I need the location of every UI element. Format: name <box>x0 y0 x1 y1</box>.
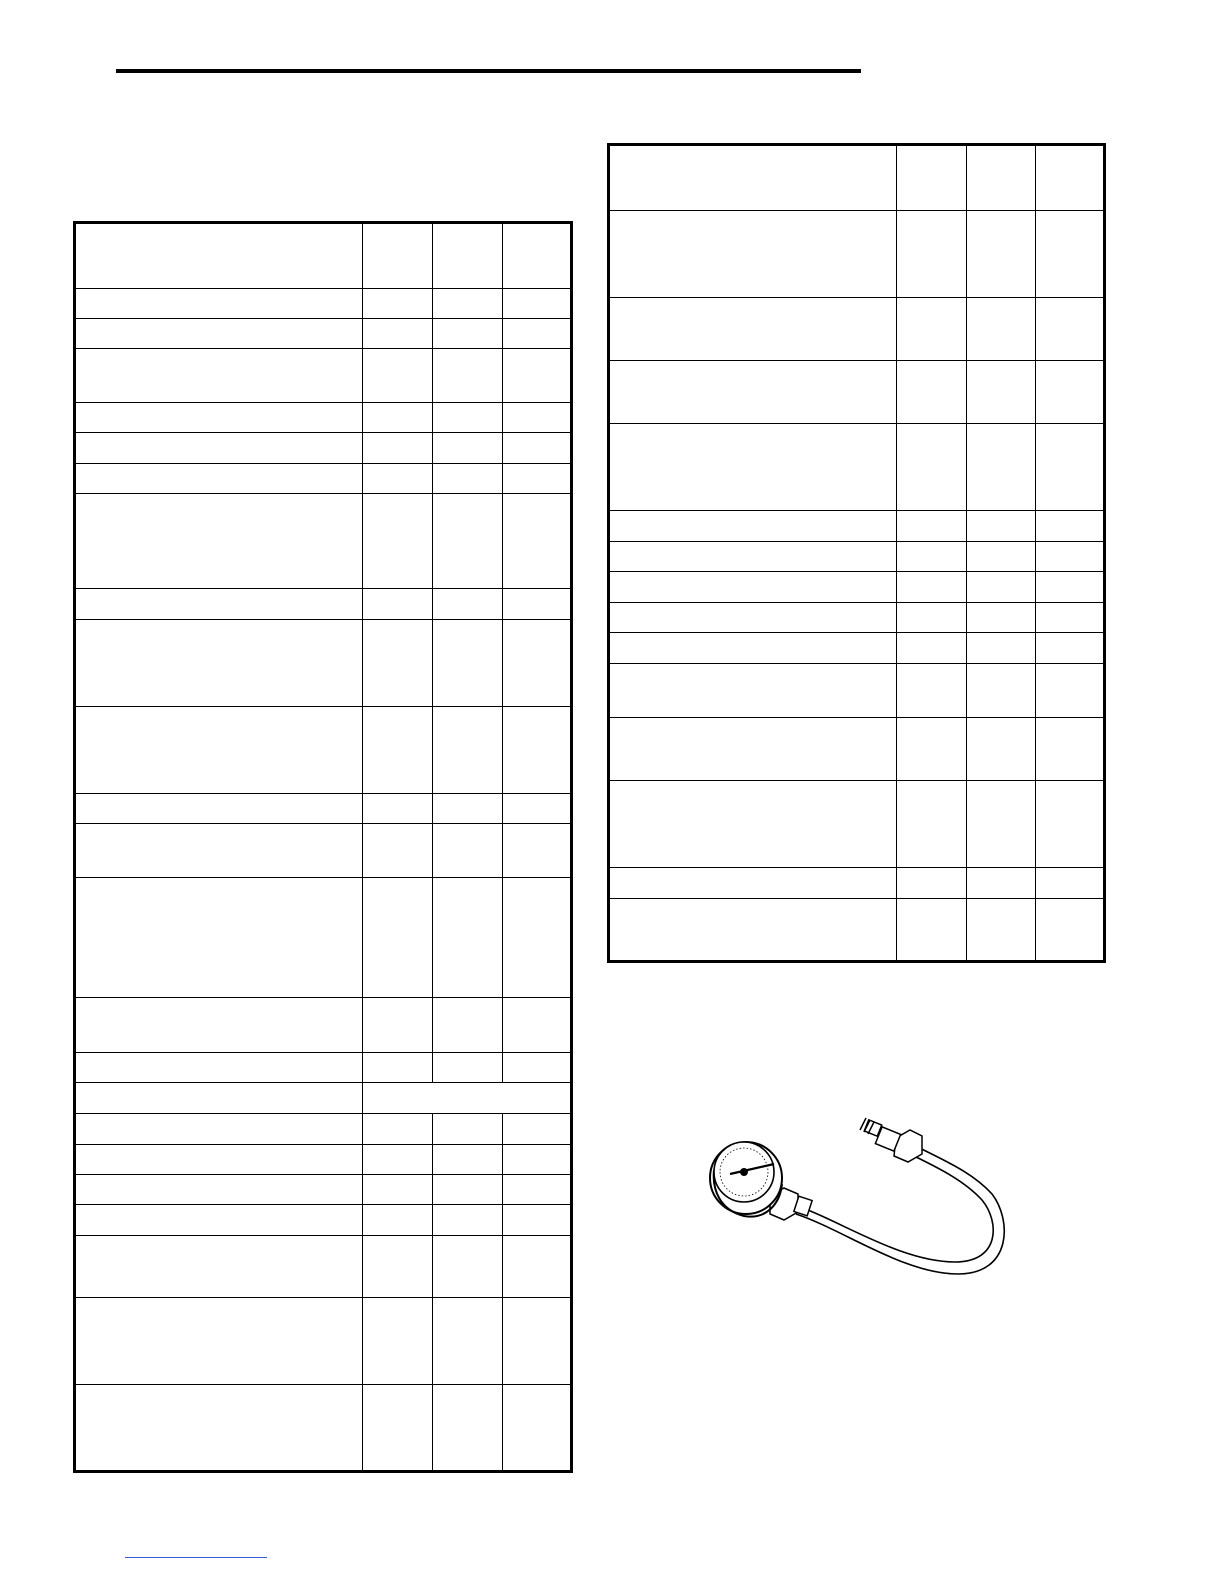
table-row <box>75 464 572 494</box>
table-cell <box>967 572 1036 603</box>
table-row <box>75 1236 572 1298</box>
table-cell <box>75 223 363 289</box>
quick-connect-fitting <box>860 1118 922 1162</box>
table-cell <box>433 1298 503 1385</box>
table-cell <box>503 349 572 403</box>
table-cell <box>1036 145 1105 211</box>
table-cell <box>433 289 503 319</box>
table-cell <box>1036 572 1105 603</box>
table-row <box>75 794 572 824</box>
table-cell <box>433 878 503 998</box>
table-row <box>609 664 1105 718</box>
table-row <box>75 707 572 794</box>
table-cell <box>75 1053 363 1083</box>
table-cell <box>609 868 897 899</box>
table-cell <box>897 664 967 718</box>
table-cell <box>967 633 1036 664</box>
table-cell <box>75 349 363 403</box>
table-cell <box>75 1175 363 1205</box>
table-cell <box>363 494 433 589</box>
table-cell <box>433 223 503 289</box>
table-row <box>609 633 1105 664</box>
table-cell <box>897 718 967 781</box>
table-row <box>75 878 572 998</box>
table-cell <box>503 620 572 707</box>
table-cell <box>363 1385 433 1472</box>
table-cell <box>967 718 1036 781</box>
table-row <box>75 589 572 620</box>
table-cell <box>363 878 433 998</box>
table-cell <box>75 878 363 998</box>
table-row <box>609 868 1105 899</box>
table-cell <box>967 361 1036 424</box>
table-cell <box>75 403 363 433</box>
table-row <box>609 511 1105 542</box>
table-cell <box>897 211 967 298</box>
table-cell <box>75 1145 363 1175</box>
table-cell <box>363 707 433 794</box>
table-row <box>609 718 1105 781</box>
table-cell <box>897 145 967 211</box>
table-cell <box>363 1236 433 1298</box>
table-cell <box>75 794 363 824</box>
table-row <box>75 998 572 1053</box>
table-cell <box>433 1053 503 1083</box>
table-cell <box>433 1145 503 1175</box>
table-row <box>75 1114 572 1145</box>
table-cell <box>363 319 433 349</box>
table-cell <box>1036 603 1105 633</box>
table-cell <box>897 361 967 424</box>
table-cell <box>503 1298 572 1385</box>
table-cell <box>363 464 433 494</box>
table-row <box>609 603 1105 633</box>
table-cell <box>609 298 897 361</box>
table-cell <box>609 361 897 424</box>
table-cell <box>1036 542 1105 572</box>
table-cell <box>967 664 1036 718</box>
table-row <box>75 1053 572 1083</box>
table-cell <box>503 1385 572 1472</box>
table-cell <box>433 464 503 494</box>
table-cell <box>967 899 1036 962</box>
table-cell <box>967 211 1036 298</box>
table-cell <box>75 464 363 494</box>
table-cell <box>897 542 967 572</box>
table-row <box>609 361 1105 424</box>
table-cell <box>967 868 1036 899</box>
table-row <box>75 1175 572 1205</box>
table-cell <box>503 1145 572 1175</box>
table-cell <box>897 298 967 361</box>
table-cell <box>967 542 1036 572</box>
table-cell <box>433 1236 503 1298</box>
table-row-merged <box>75 1083 572 1114</box>
table-cell <box>75 824 363 878</box>
table-cell <box>503 824 572 878</box>
table-cell <box>433 620 503 707</box>
table-cell <box>967 781 1036 868</box>
table-cell <box>897 899 967 962</box>
table-cell <box>609 424 897 511</box>
table-cell <box>75 620 363 707</box>
table-row <box>609 211 1105 298</box>
table-cell <box>897 424 967 511</box>
table-cell <box>363 824 433 878</box>
table-cell <box>75 1083 363 1114</box>
table-cell <box>433 794 503 824</box>
table-cell <box>503 589 572 620</box>
table-cell <box>503 998 572 1053</box>
table-cell <box>609 899 897 962</box>
table-cell <box>433 998 503 1053</box>
table-row <box>609 572 1105 603</box>
table-cell <box>609 542 897 572</box>
table-cell <box>503 223 572 289</box>
pressure-gauge-with-hose-icon <box>700 1112 1010 1302</box>
table-cell <box>433 1175 503 1205</box>
table-cell <box>503 1175 572 1205</box>
table-cell <box>503 403 572 433</box>
table-cell <box>75 589 363 620</box>
table-cell <box>75 1298 363 1385</box>
table-cell <box>1036 781 1105 868</box>
table-header-row <box>75 223 572 289</box>
table-cell <box>503 319 572 349</box>
table-cell <box>609 511 897 542</box>
table-cell <box>609 572 897 603</box>
table-cell <box>433 707 503 794</box>
table-row <box>609 899 1105 962</box>
table-cell <box>363 998 433 1053</box>
table-cell <box>363 1145 433 1175</box>
table-cell <box>433 319 503 349</box>
table-cell <box>363 1053 433 1083</box>
table-cell <box>363 1205 433 1236</box>
table-row <box>75 433 572 464</box>
table-row <box>75 1385 572 1472</box>
table-cell <box>503 1053 572 1083</box>
table-header-row <box>609 145 1105 211</box>
table-row <box>75 494 572 589</box>
table-cell <box>75 1236 363 1298</box>
table-cell <box>609 145 897 211</box>
table-cell <box>503 494 572 589</box>
table-cell <box>433 433 503 464</box>
table-row <box>609 542 1105 572</box>
table-cell <box>609 211 897 298</box>
table-cell <box>363 794 433 824</box>
table-cell <box>1036 899 1105 962</box>
table-cell <box>433 1385 503 1472</box>
table-cell <box>503 1205 572 1236</box>
table-cell <box>1036 718 1105 781</box>
table-cell <box>503 1236 572 1298</box>
table-cell <box>897 603 967 633</box>
table-cell <box>609 633 897 664</box>
hose <box>792 1144 1004 1274</box>
table-cell <box>503 878 572 998</box>
table-cell <box>1036 424 1105 511</box>
table-cell <box>609 718 897 781</box>
table-row <box>75 319 572 349</box>
table-row <box>609 781 1105 868</box>
spec-table-right <box>607 143 1106 963</box>
header-rule <box>116 69 861 73</box>
table-row <box>75 1298 572 1385</box>
table-cell <box>897 868 967 899</box>
table-cell <box>433 349 503 403</box>
table-cell <box>897 633 967 664</box>
table-cell <box>1036 511 1105 542</box>
table-cell <box>363 589 433 620</box>
footer-link-underline[interactable] <box>125 1557 267 1558</box>
table-cell <box>75 1385 363 1472</box>
table-cell <box>897 572 967 603</box>
table-row <box>75 824 572 878</box>
table-cell <box>363 620 433 707</box>
table-row <box>75 620 572 707</box>
table-row <box>75 1145 572 1175</box>
table-cell <box>363 349 433 403</box>
table-cell <box>1036 361 1105 424</box>
table-cell <box>1036 633 1105 664</box>
table-cell <box>433 403 503 433</box>
table-cell <box>503 794 572 824</box>
table-cell <box>75 998 363 1053</box>
table-cell <box>609 781 897 868</box>
table-cell <box>1036 868 1105 899</box>
table-cell <box>1036 298 1105 361</box>
table-cell <box>897 781 967 868</box>
table-cell <box>75 319 363 349</box>
table-cell <box>503 289 572 319</box>
table-cell <box>433 824 503 878</box>
table-row <box>75 289 572 319</box>
table-cell <box>433 1205 503 1236</box>
table-cell <box>363 223 433 289</box>
table-cell <box>363 1298 433 1385</box>
table-row <box>75 349 572 403</box>
table-cell <box>433 494 503 589</box>
table-cell <box>363 1175 433 1205</box>
table-cell <box>363 289 433 319</box>
table-cell <box>503 464 572 494</box>
table-cell <box>503 433 572 464</box>
table-cell <box>503 707 572 794</box>
table-cell <box>967 298 1036 361</box>
table-row <box>609 298 1105 361</box>
table-cell <box>609 603 897 633</box>
table-cell <box>503 1114 572 1145</box>
spec-table-left <box>73 221 573 1473</box>
table-cell <box>1036 211 1105 298</box>
table-cell <box>967 603 1036 633</box>
table-row <box>75 403 572 433</box>
table-cell <box>967 511 1036 542</box>
table-cell <box>75 289 363 319</box>
table-cell <box>363 403 433 433</box>
table-cell <box>75 1114 363 1145</box>
table-cell <box>433 1114 503 1145</box>
table-cell <box>363 433 433 464</box>
table-cell <box>75 1205 363 1236</box>
table-cell <box>1036 664 1105 718</box>
table-cell <box>75 494 363 589</box>
table-cell <box>363 1114 433 1145</box>
table-cell-merged <box>363 1083 572 1114</box>
table-row <box>75 1205 572 1236</box>
table-cell <box>967 424 1036 511</box>
table-cell <box>75 707 363 794</box>
table-cell <box>75 433 363 464</box>
table-cell <box>433 589 503 620</box>
table-cell <box>897 511 967 542</box>
table-cell <box>609 664 897 718</box>
table-row <box>609 424 1105 511</box>
table-cell <box>967 145 1036 211</box>
